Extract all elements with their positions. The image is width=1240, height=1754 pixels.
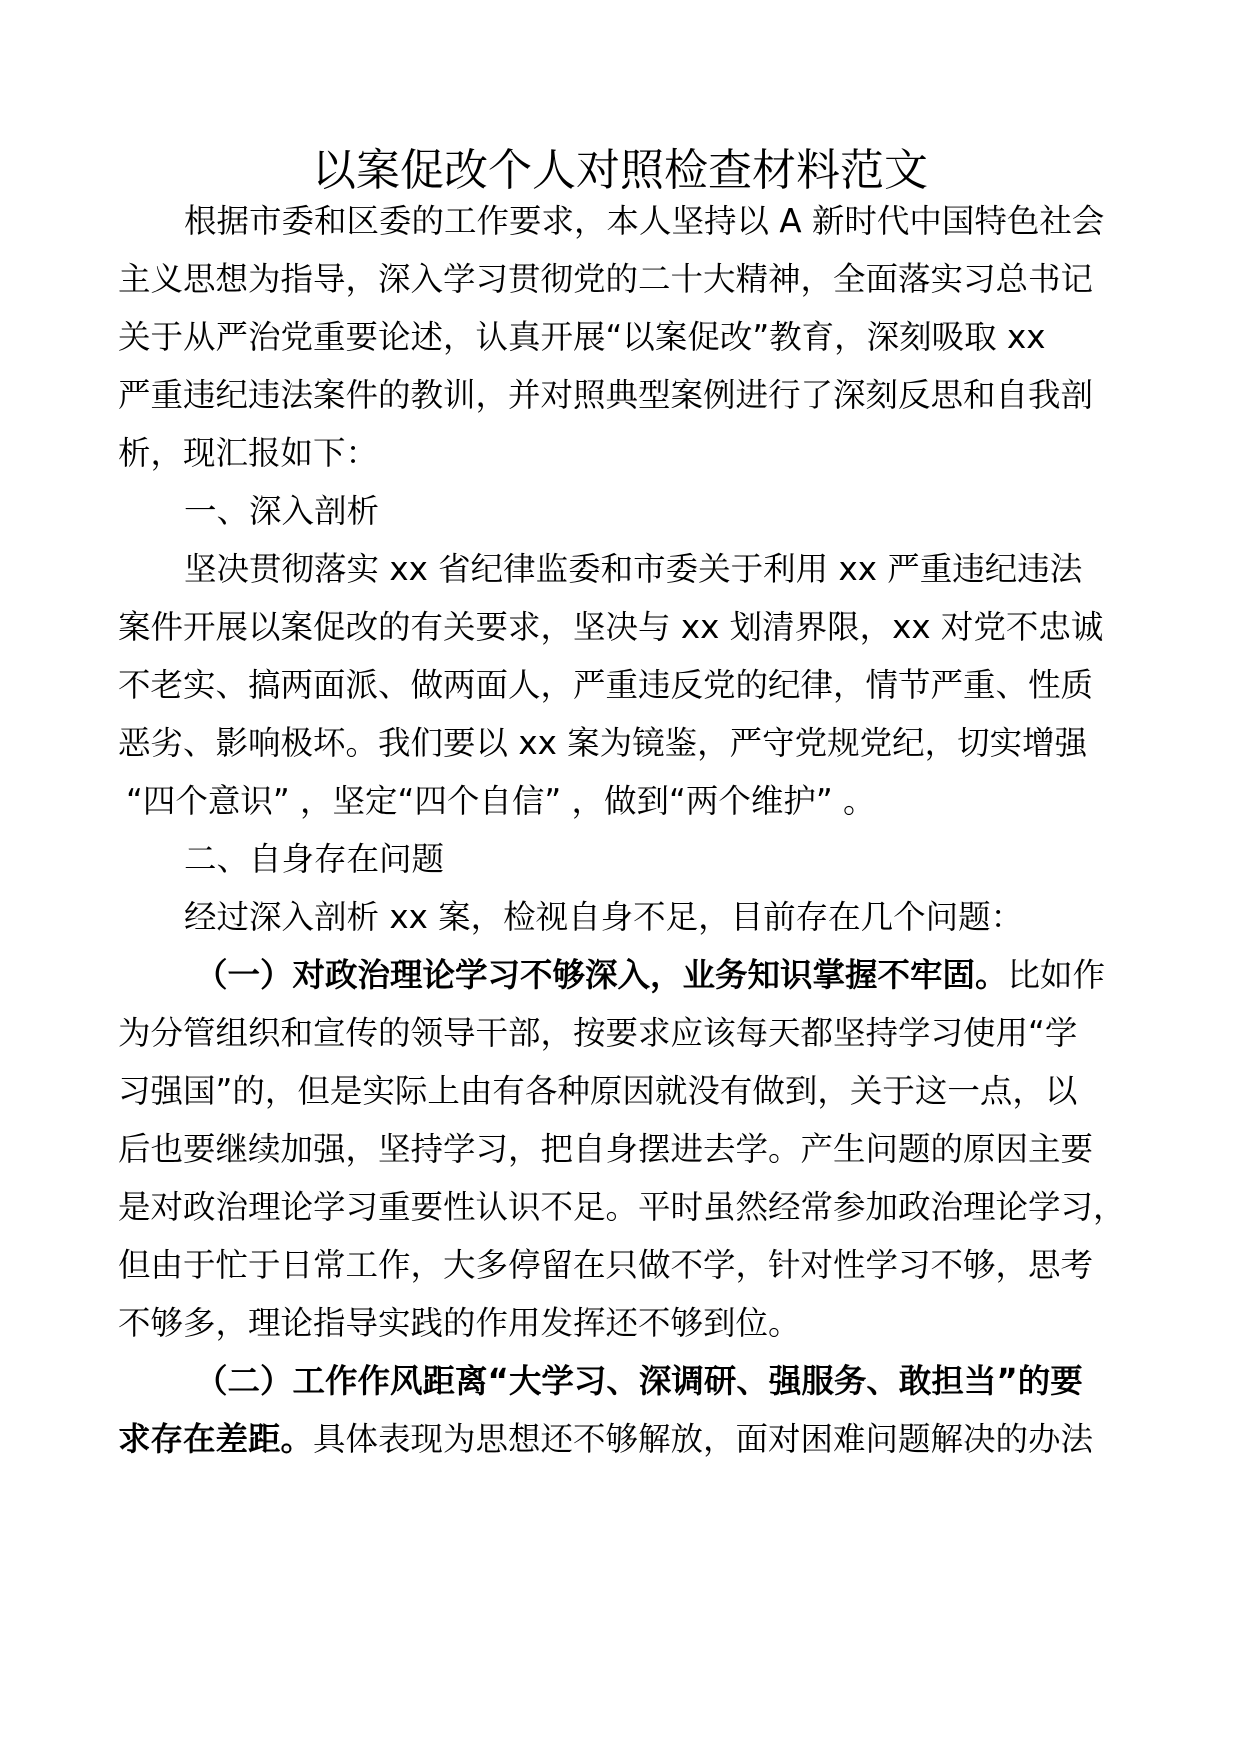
item-1-line-4: 后也要继续加强，坚持学习，把自身摆进去学。产生问题的原因主要 (118, 1130, 1094, 1168)
section-2-intro: 经过深入剖析 xx 案，检视自身不足，目前存在几个问题： (184, 898, 1024, 936)
item-2-rest: 具体表现为思想还不够解放，面对困难问题解决的办法 (313, 1420, 1094, 1458)
item-1-first-rest: 比如作 (1007, 956, 1106, 994)
intro-line-2: 主义思想为指导，深入学习贯彻党的二十大精神，全面落实习总书记 (118, 260, 1094, 298)
item-2-line-2 (118, 1418, 1093, 1460)
item-1-line-2: 为分管组织和宣传的领导干部，按要求应该每天都坚持学习使用“学 (118, 1014, 1078, 1052)
item-1-first-line (195, 954, 1105, 996)
item-2-heading-line-1: （二）工作作风距离“大学习、深调研、强服务、敢担当”的要 (195, 1362, 1083, 1400)
item-1-line-7: 不够多，理论指导实践的作用发挥还不够到位。 (118, 1304, 801, 1342)
section-1-line-5: “四个意识” ，坚定“四个自信” ，做到“两个维护” 。 (126, 782, 876, 820)
section-1-heading: 一、深入剖析 (184, 492, 380, 530)
page-title: 以案促改个人对照检查材料范文 (312, 145, 928, 196)
item-1-heading: （一）对政治理论学习不够深入，业务知识掌握不牢固。 (195, 956, 1008, 994)
item-1-line-3: 习强国”的，但是实际上由有各种原因就没有做到，关于这一点，以 (118, 1072, 1078, 1110)
intro-line-5: 析，现汇报如下： (118, 434, 379, 472)
section-2-heading: 二、自身存在问题 (184, 840, 445, 878)
section-1-line-1: 坚决贯彻落实 xx 省纪律监委和市委关于利用 xx 严重违纪违法 (184, 550, 1083, 588)
intro-line-4: 严重违纪违法案件的教训，并对照典型案例进行了深刻反思和自我剖 (118, 376, 1094, 414)
intro-line-1: 根据市委和区委的工作要求，本人坚持以 A 新时代中国特色社会 (184, 202, 1105, 240)
item-2-heading-end: 求存在差距。 (118, 1420, 314, 1458)
item-1-line-6: 但由于忙于日常工作，大多停留在只做不学，针对性学习不够，思考 (118, 1246, 1094, 1284)
section-1-line-2: 案件开展以案促改的有关要求，坚决与 xx 划清界限，xx 对党不忠诚 (118, 608, 1104, 646)
section-1-line-4: 恶劣、影响极坏。我们要以 xx 案为镜鉴，严守党规党纪，切实增强 (118, 724, 1088, 762)
item-1-line-5: 是对政治理论学习重要性认识不足。平时虽然经常参加政治理论学习， (118, 1188, 1126, 1226)
section-1-line-3: 不老实、搞两面派、做两面人，严重违反党的纪律，情节严重、性质 (118, 666, 1094, 704)
intro-line-3: 关于从严治党重要论述，认真开展“以案促改”教育，深刻吸取 xx (118, 318, 1046, 356)
